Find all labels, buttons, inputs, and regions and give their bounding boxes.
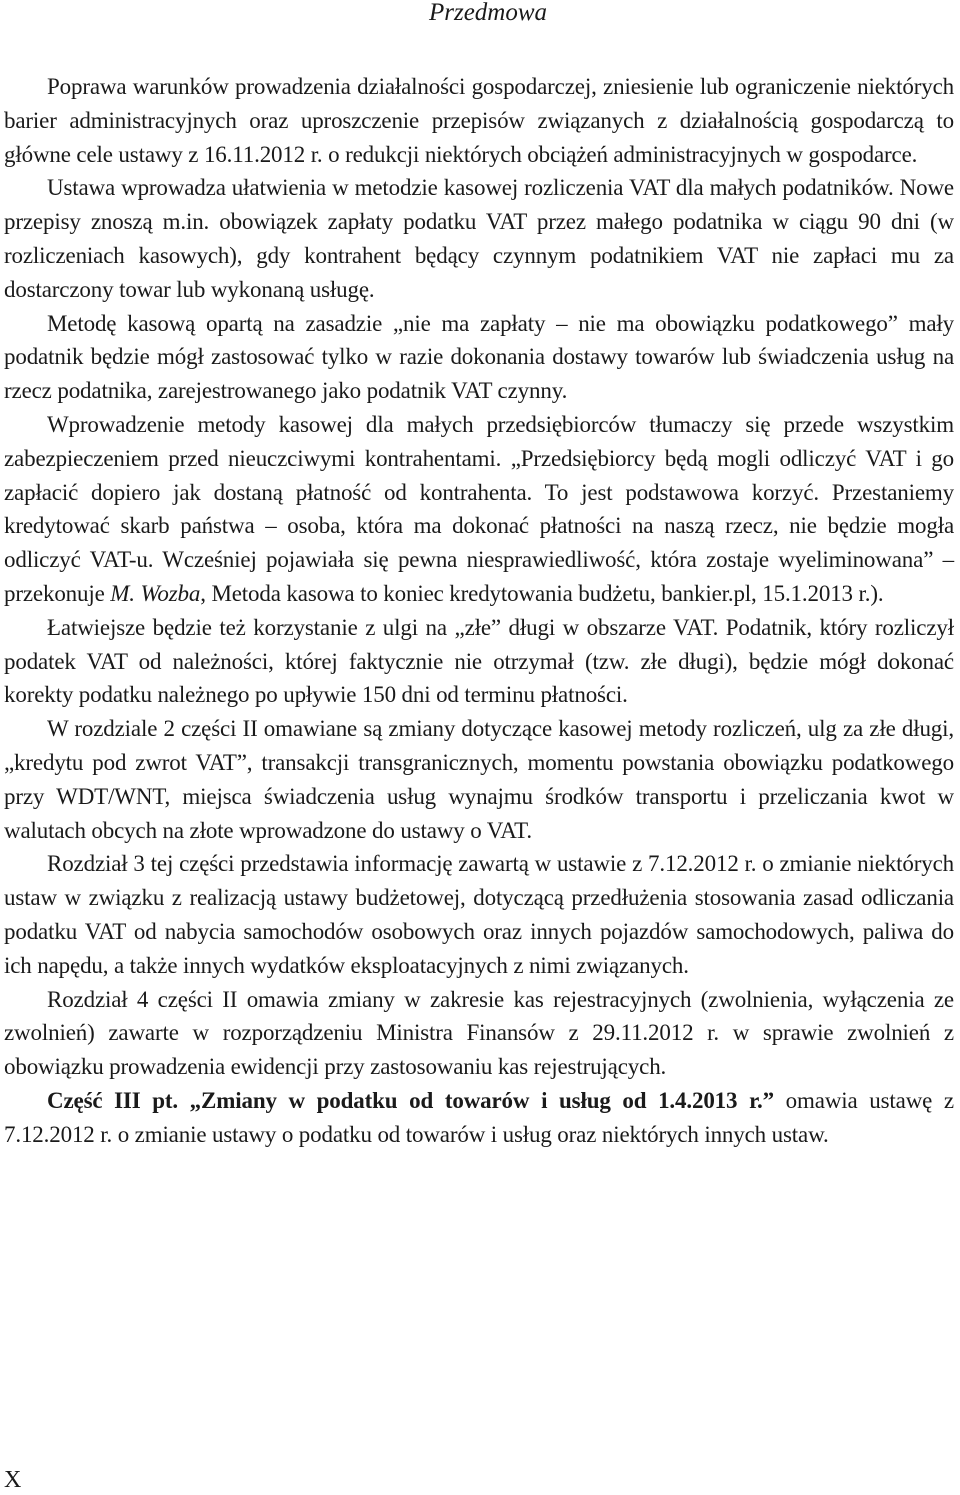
quote-text: Wprowadzenie metody kasowej dla małych przedsiębiorców tłumaczy się przede wszystkim zabezpieczeniem przed nieuczciwymi kontrahentami. „Przedsiębiorcy będą mogli odliczyć VAT i go zapłacić dopiero jak dostaną płatność od kontrahenta. To jest podstawowa korzyć. Przestaniemy kredytować skarb państwa – osoba, która ma dokonać płatności na naszą rzecz, nie będzie mogła odliczyć VAT-u. Wcześniej pojawiała się pewna niesprawiedliwość, która zostaje wyeliminowana” – przekonuje [4, 411, 954, 606]
part-3-title: Część III pt. „Zmiany w podatku od towarów i usług od 1.4.2013 r.” [47, 1087, 774, 1113]
page-header-title: Przedmowa [428, 0, 548, 26]
paragraph-chapter-4: Rozdział 4 części II omawia zmiany w zakresie kas rejestracyjnych (zwolnienia, wyłączenia ze zwolnień) zawarte w rozporządzeniu Ministra Finansów z 29.11.2012 r. w sprawie zwolnień z obowiązku prowadzenia ewidencji przy zastosowaniu kas rejestrujących. [4, 986, 954, 1080]
paragraph-bad-debts: Łatwiejsze będzie też korzystanie z ulgi na „złe” długi w obszarze VAT. Podatnik, który rozliczył podatek VAT od należności, której faktycznie nie otrzymał (tzw. złe długi), będzie mógł dokonać korekty podatku należnego po upływie 150 dni od terminu płatności. [4, 614, 954, 708]
part-3-description: omawia ustawę z 7.12.2012 r. o zmianie ustawy o podatku od towarów i usług oraz niektórych innych ustaw. [4, 1087, 954, 1147]
page-header [0, 0, 960, 28]
page-number: X [4, 1467, 22, 1493]
paragraph-cash-method-simplification: Ustawa wprowadza ułatwienia w metodzie kasowej rozliczenia VAT dla małych podatników. Nowe przepisy znoszą m.in. obowiązek zapłaty podatku VAT przez małego podatnika w ciągu 90 dni (w rozliczeniach kasowych), gdy kontrahent będący czynnym podatnikiem VAT nie zapłaci mu za dostarczony towar lub wykonaną usługę. [4, 175, 954, 302]
body-text [4, 70, 954, 1152]
paragraph-chapter-2: W rozdziale 2 części II omawiane są zmiany dotyczące kasowej metody rozliczeń, ulg za złe długi, „kredytu pod zwrot VAT”, transakcji transgranicznych, momentu powstania obowiązku podatkowego przy WDT/WNT, miejsca świadczenia usług wynajmu środków transportu i przeliczania kwot w walutach obcych na złote wprowadzone do ustawy o VAT. [4, 716, 954, 843]
paragraph-cash-method-principle: Metodę kasową opartą na zasadzie „nie ma zapłaty – nie ma obowiązku podatkowego” mały podatnik będzie mógł zastosować tylko w razie dokonania dostawy towarów lub świadczenia usług na rzecz podatnika, zarejestrowanego jako podatnik VAT czynny. [4, 310, 954, 404]
quote-source: , Metoda kasowa to koniec kredytowania budżetu, bankier.pl, 15.1.2013 r.). [200, 580, 884, 606]
paragraph-chapter-3: Rozdział 3 tej części przedstawia informację zawartą w ustawie z 7.12.2012 r. o zmianie niektórych ustaw w związku z realizacją ustawy budżetowej, dotyczącą przedłużenia stosowania zasad odliczania podatku VAT od nabycia samochodów osobowych oraz innych pojazdów samochodowych, paliwa do ich napędu, a także innych wydatków eksploatacyjnych z nimi związanych. [4, 851, 954, 978]
paragraph-cash-method-quote [4, 408, 954, 611]
quote-author: M. Wozba [110, 580, 201, 606]
paragraph-intro: Poprawa warunków prowadzenia działalności gospodarczej, zniesienie lub ograniczenie niektórych barier administracyjnych oraz uproszczenie przepisów związanych z działalnością gospodarczą to główne cele ustawy z 16.11.2012 r. o redukcji niektórych obciążeń administracyjnych w gospodarce. [4, 74, 954, 167]
paragraph-part-3 [4, 1084, 954, 1152]
